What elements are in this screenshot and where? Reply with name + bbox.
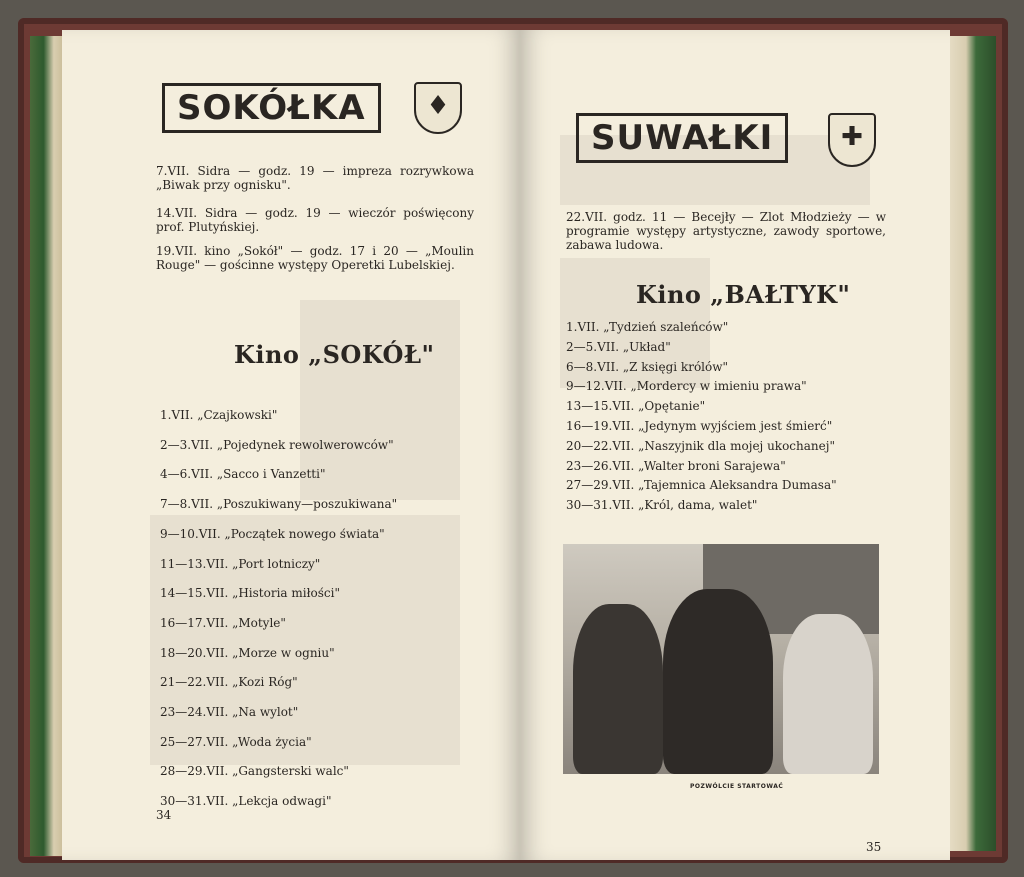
film-still-photo — [563, 544, 879, 774]
film-list-sokol — [160, 401, 397, 817]
list-item: 9—10.VII. „Początek nowego świata" — [160, 526, 385, 541]
event-paragraph: 22.VII. godz. 11 — Becejły — Zlot Młodzieży — w programie występy artystyczne, zawody sportowe, zabawa ludowa. — [566, 210, 886, 252]
town-name: SOKÓŁKA — [177, 88, 366, 128]
saints-crest-icon: ✚ — [828, 113, 876, 167]
list-item: 6—8.VII. „Z księgi królów" — [566, 359, 729, 374]
page-edges-left — [30, 36, 64, 856]
list-item: 23—26.VII. „Walter broni Sarajewa" — [566, 458, 786, 473]
bison-crest-icon: ♦ — [414, 82, 462, 134]
list-item: 9—12.VII. „Mordercy w imieniu prawa" — [566, 379, 807, 394]
town-header-suwalki — [576, 113, 788, 163]
list-item: 16—19.VII. „Jedynym wyjściem jest śmierć" — [566, 418, 833, 433]
list-item: 13—15.VII. „Opętanie" — [566, 399, 706, 414]
pilot-figure — [573, 604, 663, 774]
list-item: 2—5.VII. „Układ" — [566, 339, 671, 354]
list-item: 16—17.VII. „Motyle" — [160, 615, 286, 630]
list-item: 2—3.VII. „Pojedynek rewolwerowców" — [160, 437, 394, 452]
list-item: 30—31.VII. „Lekcja odwagi" — [160, 794, 332, 809]
town-name: SUWAŁKI — [591, 118, 774, 158]
photo-caption: POZWÓLCIE STARTOWAĆ — [690, 783, 784, 790]
list-item: 27—29.VII. „Tajemnica Aleksandra Dumasa" — [566, 478, 837, 493]
list-item: 23—24.VII. „Na wylot" — [160, 705, 299, 720]
event-paragraph: 14.VII. Sidra — godz. 19 — wieczór poświęcony prof. Plutyńskiej. — [156, 206, 474, 234]
list-item: 4—6.VII. „Sacco i Vanzetti" — [160, 467, 326, 482]
list-item: 18—20.VII. „Morze w ogniu" — [160, 645, 335, 660]
list-item: 1.VII. „Tydzień szaleńców" — [566, 320, 729, 334]
cinema-title-baltyk: Kino „BAŁTYK" — [636, 280, 851, 309]
pilot-figure — [663, 589, 773, 774]
page-edges-right — [946, 36, 996, 851]
list-item: 25—27.VII. „Woda życia" — [160, 734, 312, 749]
cinema-title-sokol: Kino „SOKÓŁ" — [234, 340, 435, 369]
list-item: 1.VII. „Czajkowski" — [160, 408, 278, 422]
woman-figure — [783, 614, 873, 774]
list-item: 11—13.VII. „Port lotniczy" — [160, 556, 321, 571]
event-paragraph: 7.VII. Sidra — godz. 19 — impreza rozrywkowa „Biwak przy ognisku". — [156, 164, 474, 192]
film-list-baltyk — [566, 318, 837, 516]
town-header-sokolka — [162, 83, 381, 133]
list-item: 7—8.VII. „Poszukiwany—poszukiwana" — [160, 497, 398, 512]
list-item: 30—31.VII. „Król, dama, walet" — [566, 498, 758, 513]
list-item: 28—29.VII. „Gangsterski walc" — [160, 764, 349, 779]
page-number-right: 35 — [866, 840, 882, 854]
list-item: 21—22.VII. „Kozi Róg" — [160, 675, 298, 690]
event-paragraph: 19.VII. kino „Sokół" — godz. 17 i 20 — „Moulin Rouge" — gościnne występy Operetki Lubelskiej. — [156, 244, 474, 272]
page-number-left: 34 — [156, 808, 172, 822]
list-item: 20—22.VII. „Naszyjnik dla mojej ukochanej" — [566, 438, 835, 453]
list-item: 14—15.VII. „Historia miłości" — [160, 586, 340, 601]
